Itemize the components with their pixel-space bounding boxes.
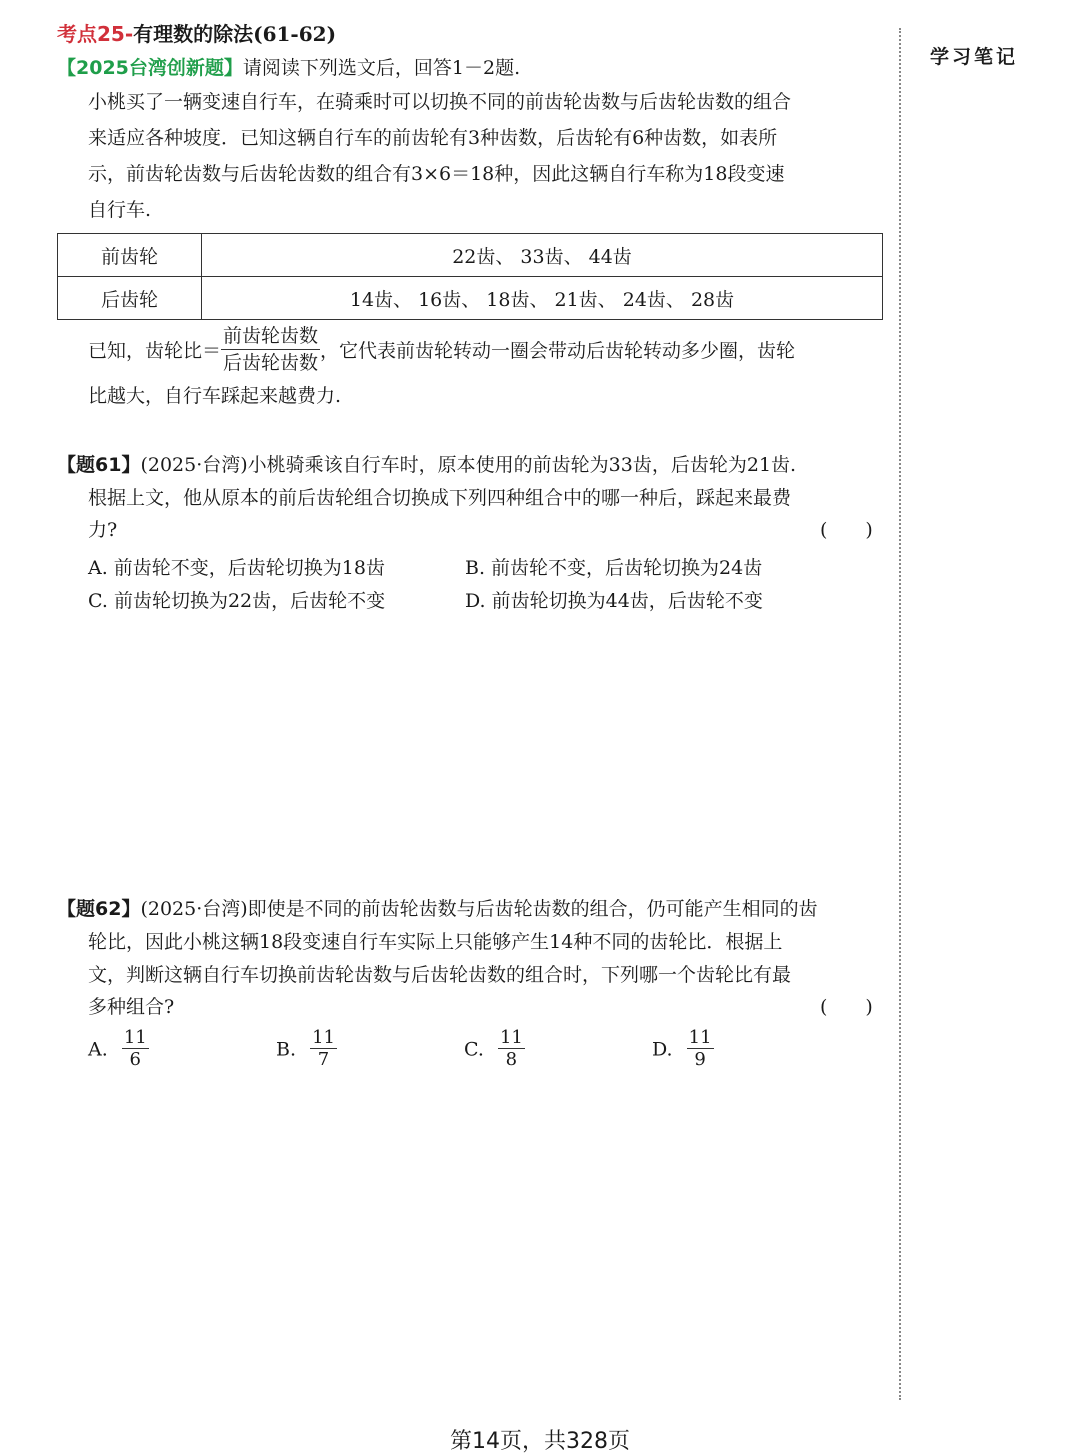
option-fraction — [122, 1028, 149, 1071]
q62-label: 【题62】 — [57, 898, 141, 920]
ratio-prefix: 已知，齿轮比＝ — [88, 340, 222, 362]
ratio-suffix: ，它代表前齿轮转动一圈会带动后齿轮转动多少圈，齿轮 — [320, 340, 796, 362]
notes-divider — [899, 28, 901, 1400]
section-tag: 考点25- — [57, 22, 134, 46]
q61-option-d[interactable]: D. 前齿轮切换为44齿，后齿轮不变 — [465, 590, 763, 612]
option-letter: B. — [276, 1038, 297, 1061]
q61-option-a[interactable]: A. 前齿轮不变，后齿轮切换为18齿 — [88, 557, 385, 579]
option-letter: C. — [464, 1038, 484, 1061]
gear-table — [57, 233, 883, 320]
option-fraction — [310, 1028, 337, 1071]
table-row — [58, 234, 883, 277]
table-cell: 22齿、 33齿、 44齿 — [202, 234, 883, 277]
passage-line: 示，前齿轮齿数与后齿轮齿数的组合有3×6＝18种，因此这辆自行车称为18段变速 — [88, 163, 785, 185]
passage-line: 小桃买了一辆变速自行车，在骑乘时可以切换不同的前齿轮齿数与后齿轮齿数的组合 — [88, 91, 792, 113]
q61-answer-blank[interactable]: ( ) — [820, 519, 873, 541]
ratio-definition — [88, 324, 884, 380]
notes-label: 学习笔记 — [930, 46, 1019, 68]
fraction-numerator: 11 — [312, 1027, 335, 1048]
q62-option-d[interactable] — [652, 1028, 714, 1071]
option-letter: A. — [88, 1038, 108, 1061]
page-number: 第14页，共328页 — [450, 1429, 630, 1454]
q62-stem: (2025·台湾)即使是不同的前齿轮齿数与后齿轮齿数的组合，仍可能产生相同的齿 — [140, 898, 818, 920]
ratio-line2: 比越大，自行车踩起来越费力. — [88, 385, 342, 407]
fraction-denominator: 7 — [317, 1049, 330, 1070]
q62-line3: 文，判断这辆自行车切换前齿轮齿数与后齿轮齿数的组合时，下列哪一个齿轮比有最 — [88, 964, 792, 986]
section-title-text: 有理数的除法(61-62) — [133, 22, 337, 46]
q62-line4: 多种组合? — [88, 996, 175, 1018]
passage — [88, 84, 884, 228]
table-header-cell: 后齿轮 — [58, 277, 202, 320]
section-title — [57, 18, 336, 47]
source-line — [57, 53, 520, 80]
option-fraction — [498, 1028, 525, 1071]
instruction-text: 请阅读下列选文后，回答1－2题. — [242, 57, 521, 79]
fraction-denominator: 6 — [129, 1049, 141, 1070]
q62-line2: 轮比，因此小桃这辆18段变速自行车实际上只能够产生14种不同的齿轮比．根据上 — [88, 931, 783, 953]
q62-option-a[interactable] — [88, 1028, 149, 1071]
table-row — [58, 277, 883, 320]
q61-label: 【题61】 — [57, 454, 141, 476]
q62-answer-blank[interactable]: ( ) — [820, 996, 873, 1018]
fraction-numerator: 11 — [688, 1027, 712, 1048]
table-cell: 14齿、 16齿、 18齿、 21齿、 24齿、 28齿 — [202, 277, 883, 320]
q62-line1 — [57, 893, 818, 926]
q61-line2: 根据上文，他从原本的前后齿轮组合切换成下列四种组合中的哪一种后，踩起来最费 — [88, 487, 792, 509]
passage-line: 来适应各种坡度．已知这辆自行车的前齿轮有3种齿数，后齿轮有6种齿数，如表所 — [88, 127, 778, 149]
source-tag: 【2025台湾创新题】 — [57, 57, 243, 79]
fraction-numerator: 11 — [499, 1027, 523, 1048]
fraction-denominator: 8 — [505, 1049, 518, 1070]
option-fraction — [687, 1028, 714, 1071]
table-header-cell: 前齿轮 — [58, 234, 202, 277]
q61-option-b[interactable]: B. 前齿轮不变，后齿轮切换为24齿 — [465, 557, 763, 579]
q62-option-c[interactable] — [464, 1028, 525, 1071]
fraction-numerator: 前齿轮齿数 — [221, 324, 320, 350]
ratio-fraction — [221, 324, 320, 375]
fraction-denominator: 后齿轮齿数 — [223, 352, 319, 374]
fraction-denominator: 9 — [694, 1049, 706, 1070]
fraction-numerator: 11 — [123, 1027, 147, 1048]
q62-option-b[interactable] — [276, 1028, 337, 1071]
q61-line3: 力? — [88, 519, 118, 541]
q61-option-c[interactable]: C. 前齿轮切换为22齿，后齿轮不变 — [88, 590, 386, 612]
q61-stem: (2025·台湾)小桃骑乘该自行车时，原本使用的前齿轮为33齿，后齿轮为21齿. — [140, 454, 797, 476]
option-letter: D. — [652, 1038, 673, 1061]
passage-line: 自行车. — [88, 199, 152, 221]
q61-line1 — [57, 449, 796, 482]
